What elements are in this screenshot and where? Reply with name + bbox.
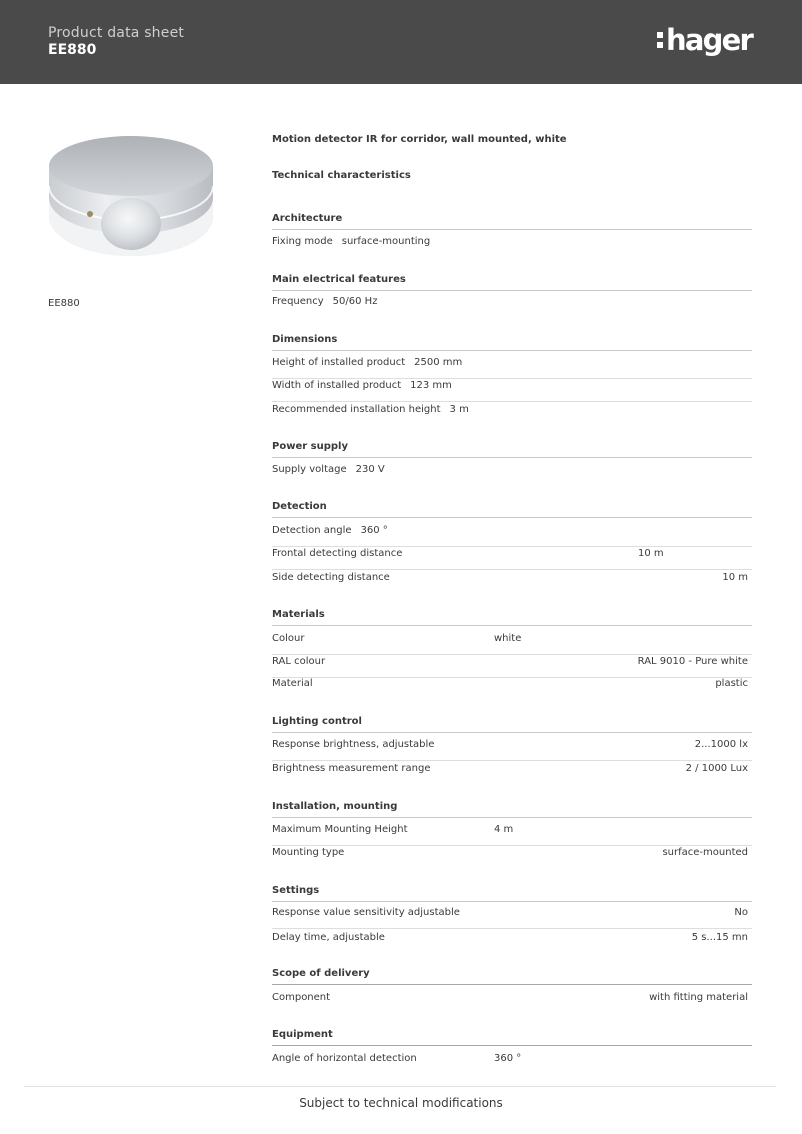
table-row xyxy=(272,1052,752,1075)
table-row xyxy=(272,931,752,954)
table-row xyxy=(272,738,752,761)
section-title-delivery: Scope of delivery xyxy=(272,968,752,985)
hager-logo xyxy=(657,22,752,58)
row-label: Response value sensitivity adjustable xyxy=(272,907,460,918)
row-value: surface-mounting xyxy=(341,236,431,247)
row-label: Detection angle xyxy=(272,525,352,536)
row-label: Width of installed product xyxy=(272,380,402,391)
row-value: 2 / 1000 Lux xyxy=(685,763,748,774)
row-label: Height of installed product xyxy=(272,357,406,368)
row-label: Fixing mode xyxy=(272,236,333,247)
technical-heading: Technical characteristics xyxy=(272,170,411,181)
table-row xyxy=(272,235,752,258)
row-value: 230 V xyxy=(355,464,385,475)
table-row xyxy=(272,846,752,869)
row-value: with fitting material xyxy=(649,992,748,1003)
section-title-dimensions: Dimensions xyxy=(272,334,752,351)
row-value: surface-mounted xyxy=(662,847,748,858)
row-value: 360 ° xyxy=(494,1053,522,1064)
row-value: 10 m xyxy=(638,548,664,559)
row-label: Colour xyxy=(272,633,305,644)
row-value: white xyxy=(494,633,522,644)
product-reference: EE880 xyxy=(48,298,80,309)
table-row xyxy=(272,524,752,547)
row-value: 10 m xyxy=(722,572,748,583)
row-label: Brightness measurement range xyxy=(272,763,431,774)
row-value: 50/60 Hz xyxy=(332,296,378,307)
row-value: 5 s...15 mn xyxy=(691,932,748,943)
row-label: Maximum Mounting Height xyxy=(272,824,408,835)
table-row xyxy=(272,403,752,426)
table-row xyxy=(272,823,752,846)
table-row xyxy=(272,547,752,570)
table-row xyxy=(272,677,752,700)
ceiling-motion-detector-image xyxy=(48,128,214,260)
section-title-installation: Installation, mounting xyxy=(272,801,752,818)
row-value: 3 m xyxy=(449,404,469,415)
footer-divider xyxy=(24,1086,776,1087)
table-row xyxy=(272,762,752,785)
row-label: Response brightness, adjustable xyxy=(272,739,435,750)
table-row xyxy=(272,356,752,379)
table-row xyxy=(272,655,752,678)
row-value: 123 mm xyxy=(410,380,452,391)
row-label: Side detecting distance xyxy=(272,572,390,583)
footer-note: Subject to technical modifications xyxy=(299,1096,503,1110)
row-label: Delay time, adjustable xyxy=(272,932,385,943)
table-row xyxy=(272,906,752,929)
section-title-lighting: Lighting control xyxy=(272,716,752,733)
section-title-power: Power supply xyxy=(272,441,752,458)
row-label: Supply voltage xyxy=(272,464,347,475)
row-label: RAL colour xyxy=(272,656,326,667)
page-header xyxy=(0,0,802,84)
row-value: 360 ° xyxy=(360,525,388,536)
section-title-architecture: Architecture xyxy=(272,213,752,230)
row-label: Angle of horizontal detection xyxy=(272,1053,417,1064)
row-label: Frequency xyxy=(272,296,324,307)
table-row xyxy=(272,295,752,318)
row-label: Mounting type xyxy=(272,847,345,858)
section-title-materials: Materials xyxy=(272,609,752,626)
section-title-settings: Settings xyxy=(272,885,752,902)
header-reference: EE880 xyxy=(48,42,97,58)
table-row xyxy=(272,379,752,402)
section-title-equipment: Equipment xyxy=(272,1029,752,1046)
row-label: Material xyxy=(272,678,313,689)
row-value: 4 m xyxy=(494,824,514,835)
product-title: Motion detector IR for corridor, wall mounted, white xyxy=(272,134,567,145)
section-title-detection: Detection xyxy=(272,501,752,518)
logo-wordmark: hager xyxy=(666,22,752,57)
row-value: No xyxy=(734,907,748,918)
row-label: Recommended installation height xyxy=(272,404,441,415)
sheet-label: Product data sheet xyxy=(48,25,185,41)
row-value: RAL 9010 - Pure white xyxy=(637,656,748,667)
logo-dots-icon xyxy=(657,32,663,48)
table-row xyxy=(272,991,752,1014)
table-row xyxy=(272,571,752,594)
section-title-electrical: Main electrical features xyxy=(272,274,752,291)
row-label: Component xyxy=(272,992,331,1003)
row-value: 2500 mm xyxy=(414,357,463,368)
row-label: Frontal detecting distance xyxy=(272,548,403,559)
row-value: plastic xyxy=(715,678,748,689)
row-value: 2...1000 lx xyxy=(694,739,748,750)
table-row xyxy=(272,632,752,655)
table-row xyxy=(272,463,752,486)
